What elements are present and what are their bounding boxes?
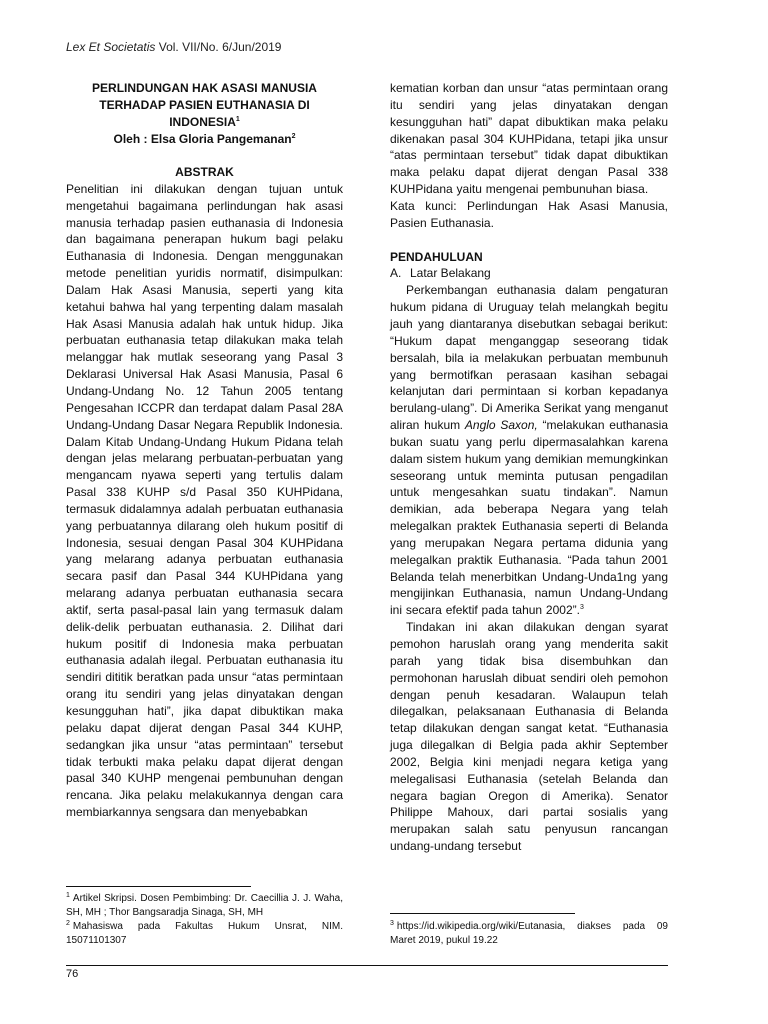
running-header bbox=[66, 39, 281, 55]
abstract-continuation: kematian korban dan unsur “atas permintaan orang itu sendiri yang jelas dinyatakan dengan kesungguhan hati” dapat dibuktikan maka pelaku dikenakan pasal 304 KUHPidana, tetapi jika unsur “atas permintaan tersebut” tidak dapat dibuktikan maka pelaku dapat dijerat dengan Pasal 338 KUHPidana yaitu mengenai pembunuhan biasa. bbox=[390, 81, 668, 197]
abstract-heading: ABSTRAK bbox=[175, 165, 234, 179]
footnote-divider-left bbox=[66, 886, 251, 887]
author-line: Oleh : Elsa Gloria Pangemanan$^2$ bbox=[113, 132, 296, 146]
intro-paragraph-1: Perkembangan euthanasia dalam pengaturan hukum pidana di Uruguay telah melangkah begitu jauh yang diantaranya disebutkan sebagai berikut: “Hukum dapat menganggap seseorang tidak bersalah, bila ia melakukan perbuatan membunuh yang bermotifkan perasaan kasihan sebagai kelanjutan dari permintaan si korban kepadanya berulang-ulang”. Di Amerika Serikat yang menganut aliran hukum Anglo Saxon, “melakukan euthanasia bukan suatu yang perlu dipermasalahkan karena dalam sistem hukum yang demikian memungkinkan seseorang untuk meminta putusan pengadilan untuk mengesahkan suatu tindakan”. Namun demikian, ada beberapa Negara yang telah melegalkan praktek Euthanasia seperti di Belanda yang merupakan Negara pertama didunia yang melegalkan praktik Euthanasia. “Pada tahun 2001 Belanda telah menerbitkan Undang-Unda1ng yang mengijinkan Euthanasia, namun Undang-Undang ini secara efektif pada tahun 2002”.$^3$ bbox=[390, 283, 669, 618]
journal-name: Lex Et Societatis bbox=[66, 40, 156, 54]
right-column bbox=[390, 80, 668, 855]
keywords: Kata kunci: Perlindungan Hak Asasi Manusia, Pasien Euthanasia. bbox=[390, 198, 668, 230]
title-line-2: TERHADAP PASIEN EUTHANASIA DI bbox=[99, 98, 310, 112]
footnote-2: $^2$ Mahasiswa pada Fakultas Hukum Unsrat, NIM. 15071101307 bbox=[66, 919, 343, 946]
subsection-heading: A. Latar Belakang bbox=[390, 266, 491, 281]
page-bottom-rule bbox=[66, 965, 668, 966]
footnote-ref-3[interactable]: 3 bbox=[579, 604, 584, 612]
left-column bbox=[66, 80, 343, 821]
title-line-3: INDONESIA$^1$ bbox=[169, 115, 240, 129]
intro-paragraph-2: Tindakan ini akan dilakukan dengan syarat pemohon haruslah orang yang menderita sakit parah yang tidak bisa disembuhkan dan permohonan haruslah dibuat sendiri oleh pemohon dengan penuh kesadaran. Walaupun telah dilegalkan, pelaksanaan Euthanasia di Belanda tetap dilakukan dengan sangat ketat. “Euthanasia juga dilegalkan di Belgia pada akhir September 2002, Belgia kini menjadi negara ketiga yang melegalisasi Euthanasia (setelah Belanda dan negara bagian Oregon di Amerika). Senator Philippe Mahoux, dari partai sosialis yang merupakan salah satu penyusun rancangan undang-undang tersebut bbox=[390, 620, 668, 854]
abstract-text: Penelitian ini dilakukan dengan tujuan untuk mengetahui bagaimana perlindungan hak asasi manusia terhadap pasien euthanasia di Indonesia dan bagaimana penerapan hukum bagi pelaku Euthanasia di Indonesia. Dengan menggunakan metode penelitian yuridis normatif, disimpulkan: Dalam Hak Asasi Manusia, seperti yang kita ketahui bahwa hal yang terpenting dalam masalah Hak Asasi Manusia adalah hak untuk hidup. Jika perbuatan euthanasia tetap dilakukan maka telah melanggar hak mutlak seseorang yang Pasal 3 Deklarasi Universal Hak Asasi Manusia, Pasal 6 Undang-Undang No. 12 Tahun 2005 tentang Pengesahan ICCPR dan terdapat dalam Pasal 28A Undang-Undang Dasar Negara Republik Indonesia. Dalam Kitab Undang-Undang Hukum Pidana telah dengan jelas melarang perbuatan-perbuatan yang mengancam nyawa seperti yang tertulis dalam Pasal 338 KUHP s/d Pasal 350 KUHPidana, termasuk didalamnya adalah perbuatan euthanasia yang perbuatannya dilarang oleh hukum positif di Indonesia, sesuai dengan Pasal 304 KUHPidana yang melarang adanya perbuatan euthanasia secara pasif dan Pasal 344 KUHPidana yang melarang adanya perbuatan euthanasia secara aktif, serta pasal-pasal lain yang termasuk dalam delik-delik perbuatan euthanasia. 2. Dilihat dari hukum positif di Indonesia maka perbuatan euthanasia adalah ilegal. Perbuatan euthanasia itu sendiri dititik beratkan pada unsur “atas permintaan orang itu sendiri yang jelas dinyatakan dengan kesungguhan hati”, jika dapat dibuktikan maka pelaku dapat dijerat dengan Pasal 344 KUHP, sedangkan jika unsur “atas permintaan” tersebut tidak terbukti maka pelaku dapat dijerat dengan pasal 340 KUHP mengenai pembunuhan dengan rencana. Jika pelaku melakukannya dengan cara membiarkannya sengsara dan menyebabkan bbox=[66, 181, 343, 820]
title-line-1: PERLINDUNGAN HAK ASASI MANUSIA bbox=[92, 81, 317, 95]
footnote-1: $^1$ Artikel Skripsi. Dosen Pembimbing: Dr. Caecillia J. J. Waha, SH, MH ; Thor Bangsaradja Sinaga, SH, MH bbox=[66, 891, 343, 918]
footnote-divider-right bbox=[390, 913, 575, 914]
journal-volume: Vol. VII/No. 6/Jun/2019 bbox=[155, 40, 282, 54]
page-number: 76 bbox=[66, 968, 79, 980]
section-heading-pendahuluan: PENDAHULUAN bbox=[390, 249, 483, 264]
article-title bbox=[66, 80, 343, 148]
footnote-3: $^3$ https://id.wikipedia.org/wiki/Eutanasia, diakses pada 09 Maret 2019, pukul 19.22 bbox=[390, 919, 668, 946]
footnote-ref-2[interactable]: 2 bbox=[291, 133, 296, 140]
footnote-ref-1[interactable]: 1 bbox=[235, 116, 240, 123]
